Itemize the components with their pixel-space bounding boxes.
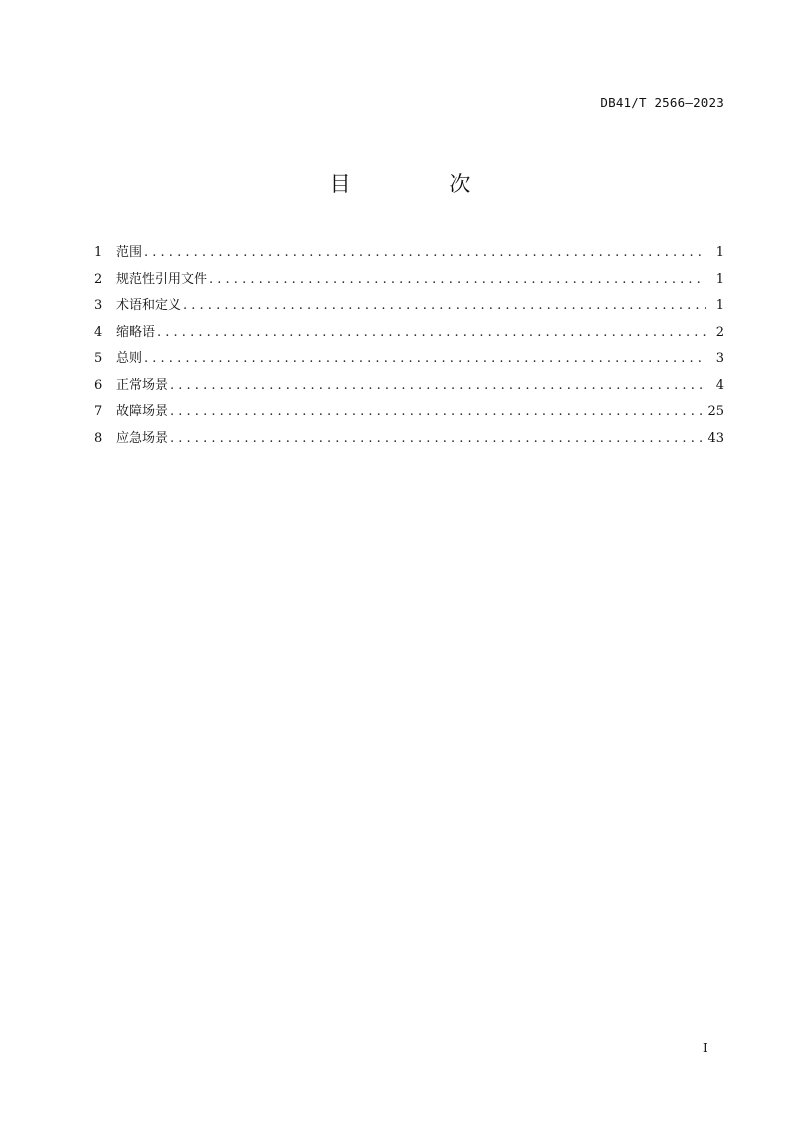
- toc-entry-terms-definitions[interactable]: [94, 293, 724, 320]
- toc-entry-page: 25: [707, 404, 724, 419]
- toc-entry-general[interactable]: [94, 346, 724, 373]
- toc-entry-title: 应急场景: [116, 430, 169, 446]
- toc-entry-title: 正常场景: [116, 377, 169, 393]
- toc-entry-page: 3: [715, 351, 724, 366]
- toc-leader-dots: [183, 293, 706, 320]
- toc-leader-dots: [144, 346, 706, 373]
- toc-leader-dots: [170, 399, 703, 426]
- toc-entry-page: 1: [715, 245, 724, 260]
- toc-leader-dots: [170, 373, 706, 400]
- toc-entry-title: 规范性引用文件: [116, 271, 208, 287]
- footer-page-number: I: [703, 1041, 708, 1055]
- toc-entry-page: 4: [715, 377, 724, 393]
- toc-entry-title: 总则: [116, 351, 143, 366]
- toc-entry-title: 故障场景: [116, 404, 169, 419]
- toc-leader-dots: [209, 267, 706, 294]
- toc-entry-title: 术语和定义: [116, 298, 182, 313]
- toc-entry-page: 1: [715, 298, 724, 313]
- toc-entry-number: 2: [94, 271, 103, 287]
- page-title: 目 次: [329, 172, 517, 196]
- toc-entry-title: 范围: [116, 245, 143, 260]
- toc-entry-title: 缩略语: [116, 324, 156, 340]
- toc-entry-number: 5: [94, 351, 103, 366]
- toc-entry-number: 7: [94, 404, 103, 419]
- toc-entry-page: 2: [715, 324, 724, 340]
- toc-entry-fault-scenarios[interactable]: [94, 399, 724, 426]
- table-of-contents: [94, 240, 724, 452]
- toc-entry-number: 6: [94, 377, 103, 393]
- toc-leader-dots: [144, 240, 706, 267]
- toc-entry-number: 8: [94, 430, 103, 446]
- toc-entry-scope[interactable]: [94, 240, 724, 267]
- toc-entry-number: 3: [94, 298, 103, 313]
- toc-entry-normal-scenarios[interactable]: [94, 373, 724, 400]
- toc-entry-normative-references[interactable]: [94, 267, 724, 294]
- toc-leader-dots: [170, 426, 703, 453]
- toc-entry-number: 4: [94, 324, 103, 340]
- toc-entry-page: 1: [715, 271, 724, 287]
- toc-entry-page: 43: [707, 430, 724, 446]
- toc-entry-abbreviations[interactable]: [94, 320, 724, 347]
- toc-entry-number: 1: [94, 245, 103, 260]
- standard-code: DB41/T 2566—2023: [600, 95, 724, 110]
- toc-leader-dots: [157, 320, 706, 347]
- toc-entry-emergency-scenarios[interactable]: [94, 426, 724, 453]
